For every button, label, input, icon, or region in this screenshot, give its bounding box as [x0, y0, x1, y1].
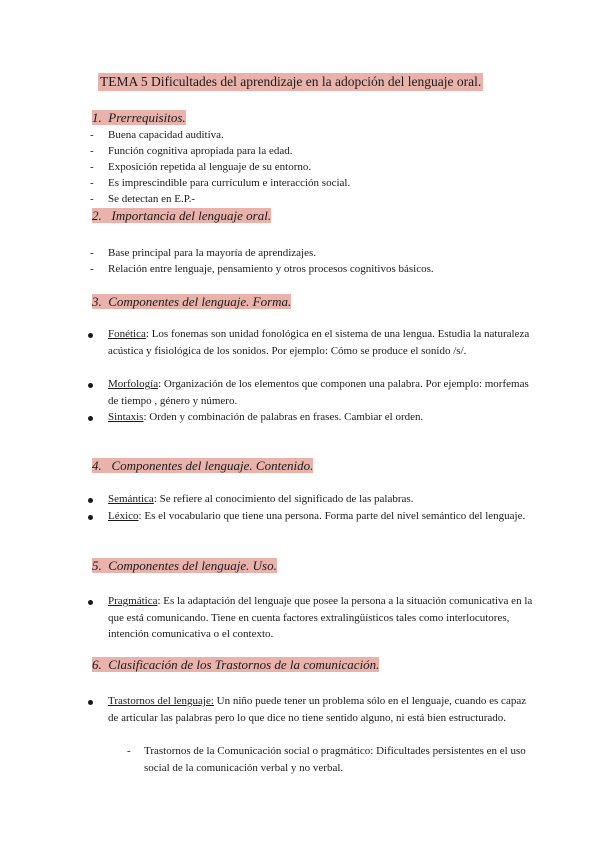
section-title: Prerrequisitos. [108, 110, 186, 125]
list-item: Exposición repetida al lenguaje de su entorno. [108, 161, 312, 173]
bullet-term: Morfología [108, 378, 159, 390]
section-title: Clasificación de los Trastornos de la comunicación. [108, 657, 380, 672]
document-title: TEMA 5 Dificultades del aprendizaje en la adopción del lenguaje oral. [100, 74, 482, 89]
bullet-text: : Los fonemas son unidad fonológica en el sistema de una lengua. Estudia la naturaleza acústica y fisiológica de los sonidos. Por ejemplo: Cómo se produce el sonido /s/. [108, 328, 530, 357]
bullet-text: : Organización de los elementos que componen una palabra. Por ejemplo: morfemas de tiempo , género y número. [108, 378, 529, 407]
bullet-term: Fonética [108, 328, 146, 340]
bullet-term: Léxico [108, 510, 139, 522]
section-heading-5 [92, 557, 277, 575]
section-number: 5. [92, 558, 102, 573]
section-number: 6. [92, 657, 102, 672]
bullet-item [108, 409, 538, 426]
bullet-item [108, 508, 538, 525]
section-number: 2. [92, 208, 102, 223]
bullet-icon [88, 498, 93, 503]
list-item: Función cognitiva apropiada para la edad. [108, 145, 293, 157]
section-number: 3. [92, 294, 102, 309]
section-title: Importancia del lenguaje oral. [111, 208, 272, 223]
section-heading-4 [92, 457, 313, 475]
section-heading-6 [92, 656, 379, 674]
bullet-icon [88, 600, 93, 605]
sub-list-item: Trastornos de la Comunicación social o pragmático: Dificultades persistentes en el uso social de la comunicación verbal y no verbal. [144, 745, 526, 774]
bullet-term: Sintaxis [108, 411, 144, 423]
list-item: Base principal para la mayoría de aprendizajes. [108, 247, 316, 259]
list-item: Se detectan en E.P.- [108, 193, 196, 205]
section-heading-3 [92, 293, 291, 311]
section-title: Componentes del lenguaje. Forma. [108, 294, 292, 309]
bullet-text: : Se refiere al conocimiento del significado de las palabras. [153, 493, 414, 505]
bullet-term: Pragmática [108, 595, 158, 607]
bullet-item [108, 376, 538, 409]
bullet-item [108, 491, 538, 508]
section-heading-1 [92, 109, 186, 127]
bullet-icon [88, 700, 93, 705]
section-number: 4. [92, 458, 102, 473]
bullet-term: Semántica [108, 493, 154, 505]
list-item: Es imprescindible para currículum e interacción social. [108, 177, 351, 189]
list-item: Buena capacidad auditiva. [108, 129, 224, 141]
bullet-icon [88, 515, 93, 520]
document-page: TEMA 5 Dificultades del aprendizaje en la adopción del lenguaje oral. 1. Prerrequisitos. - Buena capacidad auditiva. - Función cognitiva apropiada para la edad. - Exposición repetida al lenguaje de su entorno. - Es imprescindible para currículum e interacción social. - Se detectan en E.P.- 2. Importancia del lenguaje oral. - Base principal para la mayoría de aprendizajes. - Relación entre lenguaje, pensamiento y otros procesos cognitivos básicos. 3. Componentes del lenguaje. Forma. Fonética: Los fonemas son unidad fonológica en el sistema de una lengua. Estudia la naturaleza acústica y fisiológica de los sonidos. Por ejemplo: Cómo se produce el sonido /s/. Morfología: Organización de los elementos que componen una palabra. Por ejemplo: morfemas de tiempo , género y número. Sintaxis: Orden y combinación de palabras en frases. Cambiar el orden. 4. Componentes del lenguaje. Contenido. Semántica: Se refiere al conocimiento del significado de las palabras. Léxico: Es el vocabulario que tiene una persona. Forma parte del nivel semántico del lenguaje. 5. Componentes del lenguaje. Uso. Pragmática: Es la adaptación del lenguaje que posee la persona a la situación comunicativa en la que está comunicando. Tiene en cuenta factores extralingüísticos tales como interlocutores, intención comunicativa o el contexto. 6. Clasificación de los Trastornos de la comunicación. Trastornos del lenguaje: Un niño puede tener un problema sólo en el lenguaje, cuando es capaz de articular las palabras pero lo que dice no tiene sentido alguno, ni está bien estructurado. - Trastornos de la Comunicación social o pragmático: Dificultades persistentes en el uso social de la comunicación verbal y no verbal. [0, 0, 600, 848]
bullet-item [108, 593, 538, 643]
section-heading-2 [92, 207, 271, 225]
list-item: Relación entre lenguaje, pensamiento y otros procesos cognitivos básicos. [108, 263, 434, 275]
bullet-item [108, 326, 538, 359]
bullet-text: : Es el vocabulario que tiene una persona. Forma parte del nivel semántico del lenguaje. [138, 510, 526, 522]
bullet-icon [88, 416, 93, 421]
section-number: 1. [92, 110, 102, 125]
bullet-item [108, 693, 538, 726]
bullet-icon [88, 333, 93, 338]
section-title: Componentes del lenguaje. Uso. [108, 558, 277, 573]
bullet-icon [88, 383, 93, 388]
section-title: Componentes del lenguaje. Contenido. [111, 458, 314, 473]
bullet-text: : Orden y combinación de palabras en frases. Cambiar el orden. [143, 411, 424, 423]
bullet-text: : Es la adaptación del lenguaje que posee la persona a la situación comunicativa en la que está comunicando. Tiene en cuenta factores extralingüísticos tales como interlocutores, intención comunicativa o el contexto. [108, 595, 533, 640]
bullet-text: Un niño puede tener un problema sólo en el lenguaje, cuando es capaz de articular las palabras pero lo que dice no tiene sentido alguno, ni está bien estructurado. [108, 695, 527, 724]
bullet-term: Trastornos del lenguaje: [108, 695, 214, 707]
